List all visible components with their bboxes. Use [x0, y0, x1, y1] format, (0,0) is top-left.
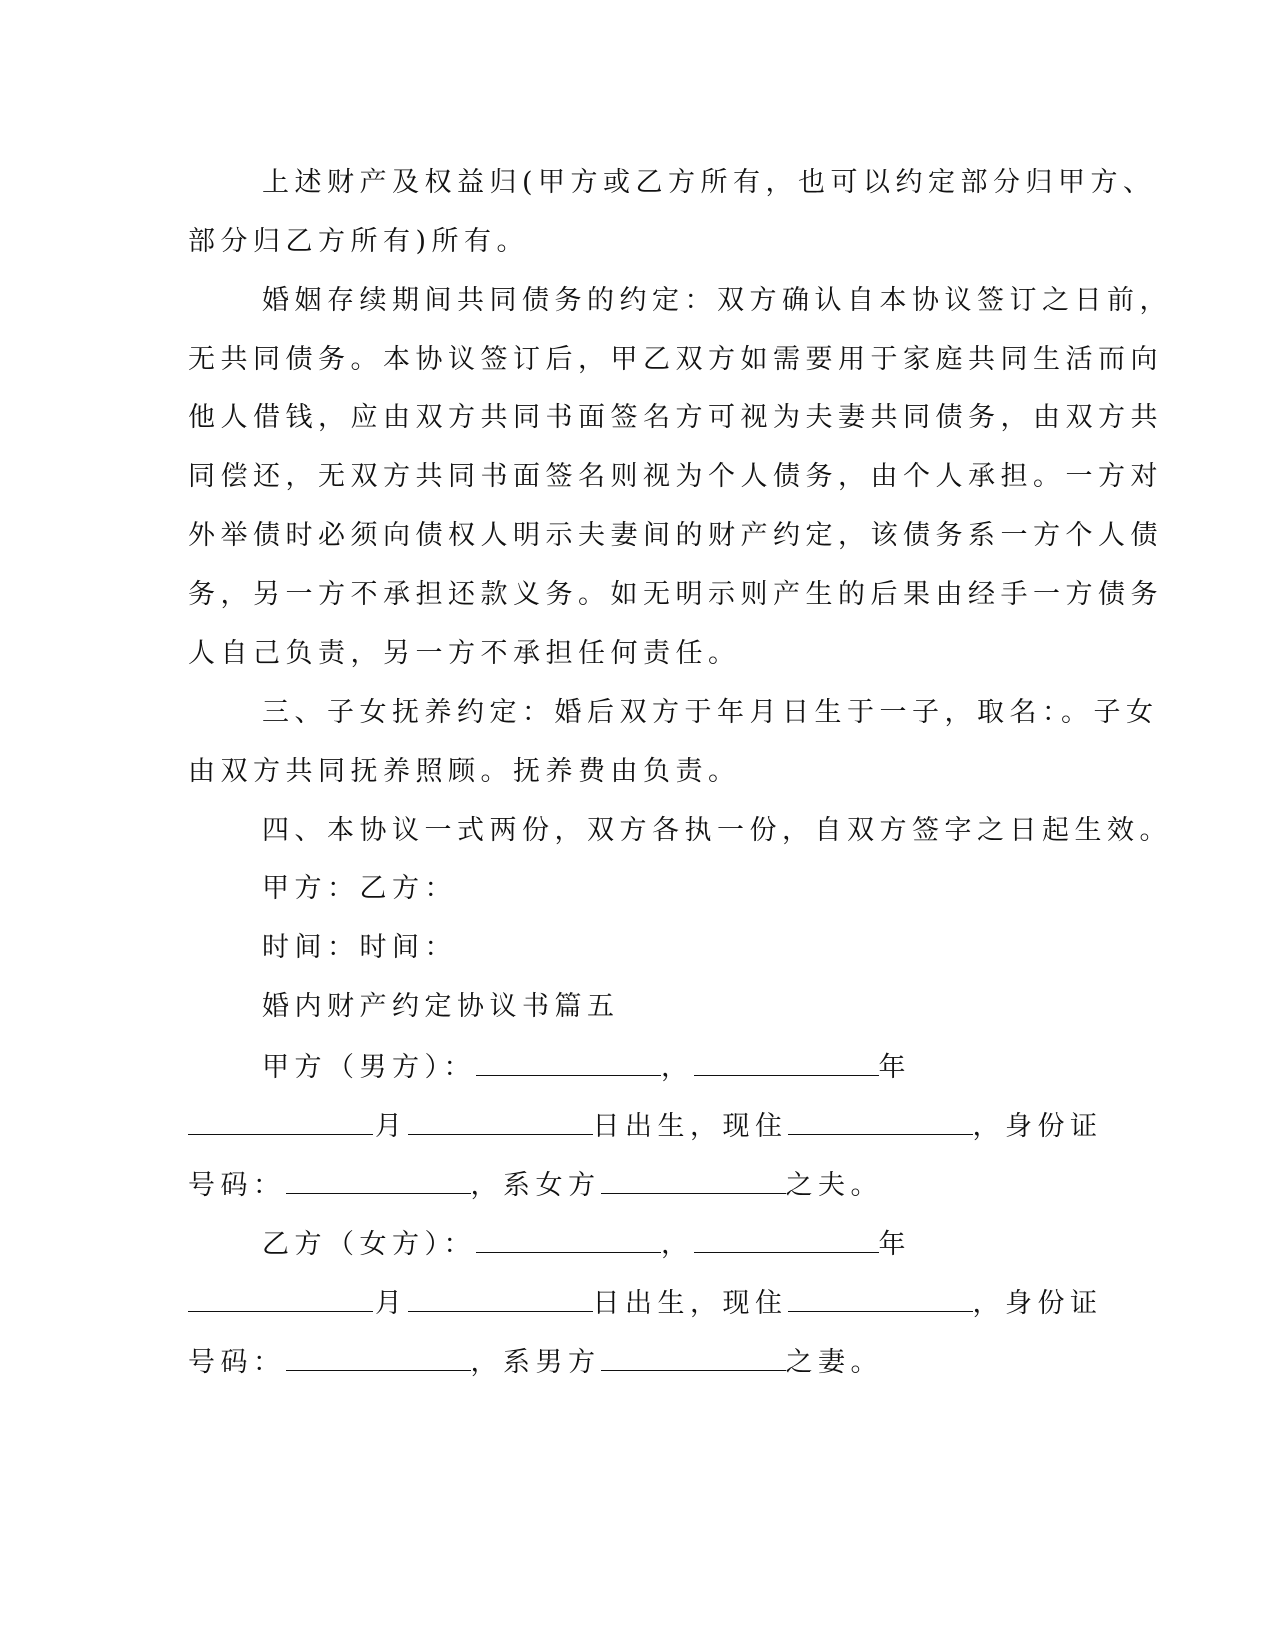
party-a-year-field[interactable] [694, 1049, 879, 1076]
paragraph-2-line-6: 务，另一方不承担还款义务。如无明示则产生的后果由经手一方债务 [188, 579, 1163, 610]
party-a-id-field[interactable] [286, 1167, 471, 1194]
party-b-name-field[interactable] [476, 1226, 661, 1253]
party-b-relation-end: 之妻。 [785, 1347, 883, 1378]
party-b-day-field[interactable] [408, 1285, 593, 1312]
party-b-comma: ， [661, 1229, 694, 1260]
party-b-id-label: 号码： [188, 1347, 286, 1378]
section-heading: 婚内财产约定协议书篇五 [262, 991, 620, 1022]
paragraph-2-line-4: 同偿还，无双方共同书面签名则视为个人债务，由个人承担。一方对 [188, 461, 1163, 492]
party-a-month-field[interactable] [188, 1108, 373, 1135]
paragraph-3-line-1: 三、子女抚养约定：婚后双方于年月日生于一子，取名：。子女 [262, 697, 1159, 728]
party-a-address-field[interactable] [788, 1108, 973, 1135]
party-b-id-suffix: ，身份证 [972, 1288, 1103, 1319]
party-a-month-label: 月 [375, 1111, 408, 1142]
paragraph-2-line-2: 无共同债务。本协议签订后，甲乙双方如需要用于家庭共同生活而向 [188, 344, 1163, 375]
party-a-id-label: 号码： [188, 1170, 286, 1201]
party-a-line-1 [262, 1049, 911, 1085]
party-a-relation-end: 之夫。 [785, 1170, 883, 1201]
party-b-id-field[interactable] [286, 1344, 471, 1371]
paragraph-2-line-3: 他人借钱，应由双方共同书面签名方可视为夫妻共同债务，由双方共 [188, 402, 1163, 433]
party-b-month-field[interactable] [188, 1285, 373, 1312]
party-b-line-3 [188, 1344, 883, 1380]
party-a-id-suffix: ，身份证 [972, 1111, 1103, 1142]
party-b-year-label: 年 [878, 1229, 911, 1260]
party-a-spouse-field[interactable] [601, 1167, 786, 1194]
signature-parties: 甲方：乙方： [262, 873, 457, 904]
party-a-name-field[interactable] [476, 1049, 661, 1076]
paragraph-1-line-2: 部分归乙方所有)所有。 [188, 226, 530, 257]
party-a-relation: ，系女方 [470, 1170, 601, 1201]
party-b-line-1 [262, 1226, 911, 1262]
paragraph-2-line-7: 人自己负责，另一方不承担任何责任。 [188, 638, 741, 669]
party-a-line-3 [188, 1167, 883, 1203]
party-b-label: 乙方（女方）： [262, 1229, 476, 1260]
paragraph-4-line-1: 四、本协议一式两份，双方各执一份，自双方签字之日起生效。 [262, 815, 1172, 846]
paragraph-2-line-5: 外举债时必须向债权人明示夫妻间的财产约定，该债务系一方个人债 [188, 520, 1163, 551]
party-b-relation: ，系男方 [470, 1347, 601, 1378]
party-a-year-label: 年 [878, 1052, 911, 1083]
party-a-day-field[interactable] [408, 1108, 593, 1135]
party-b-line-2 [188, 1285, 1103, 1321]
paragraph-2-line-1: 婚姻存续期间共同债务的约定：双方确认自本协议签订之日前， [262, 285, 1172, 316]
party-a-line-2 [188, 1108, 1103, 1144]
paragraph-3-line-2: 由双方共同抚养照顾。抚养费由负责。 [188, 756, 741, 787]
party-a-comma: ， [661, 1052, 694, 1083]
party-b-born-live-label: 日出生，现住 [592, 1288, 788, 1319]
party-a-born-live-label: 日出生，现住 [592, 1111, 788, 1142]
party-b-address-field[interactable] [788, 1285, 973, 1312]
party-b-month-label: 月 [375, 1288, 408, 1319]
party-b-spouse-field[interactable] [601, 1344, 786, 1371]
party-b-year-field[interactable] [694, 1226, 879, 1253]
paragraph-1-line-1: 上述财产及权益归(甲方或乙方所有，也可以约定部分归甲方、 [262, 167, 1156, 198]
party-a-label: 甲方（男方）： [262, 1052, 476, 1083]
signature-dates: 时间：时间： [262, 932, 457, 963]
